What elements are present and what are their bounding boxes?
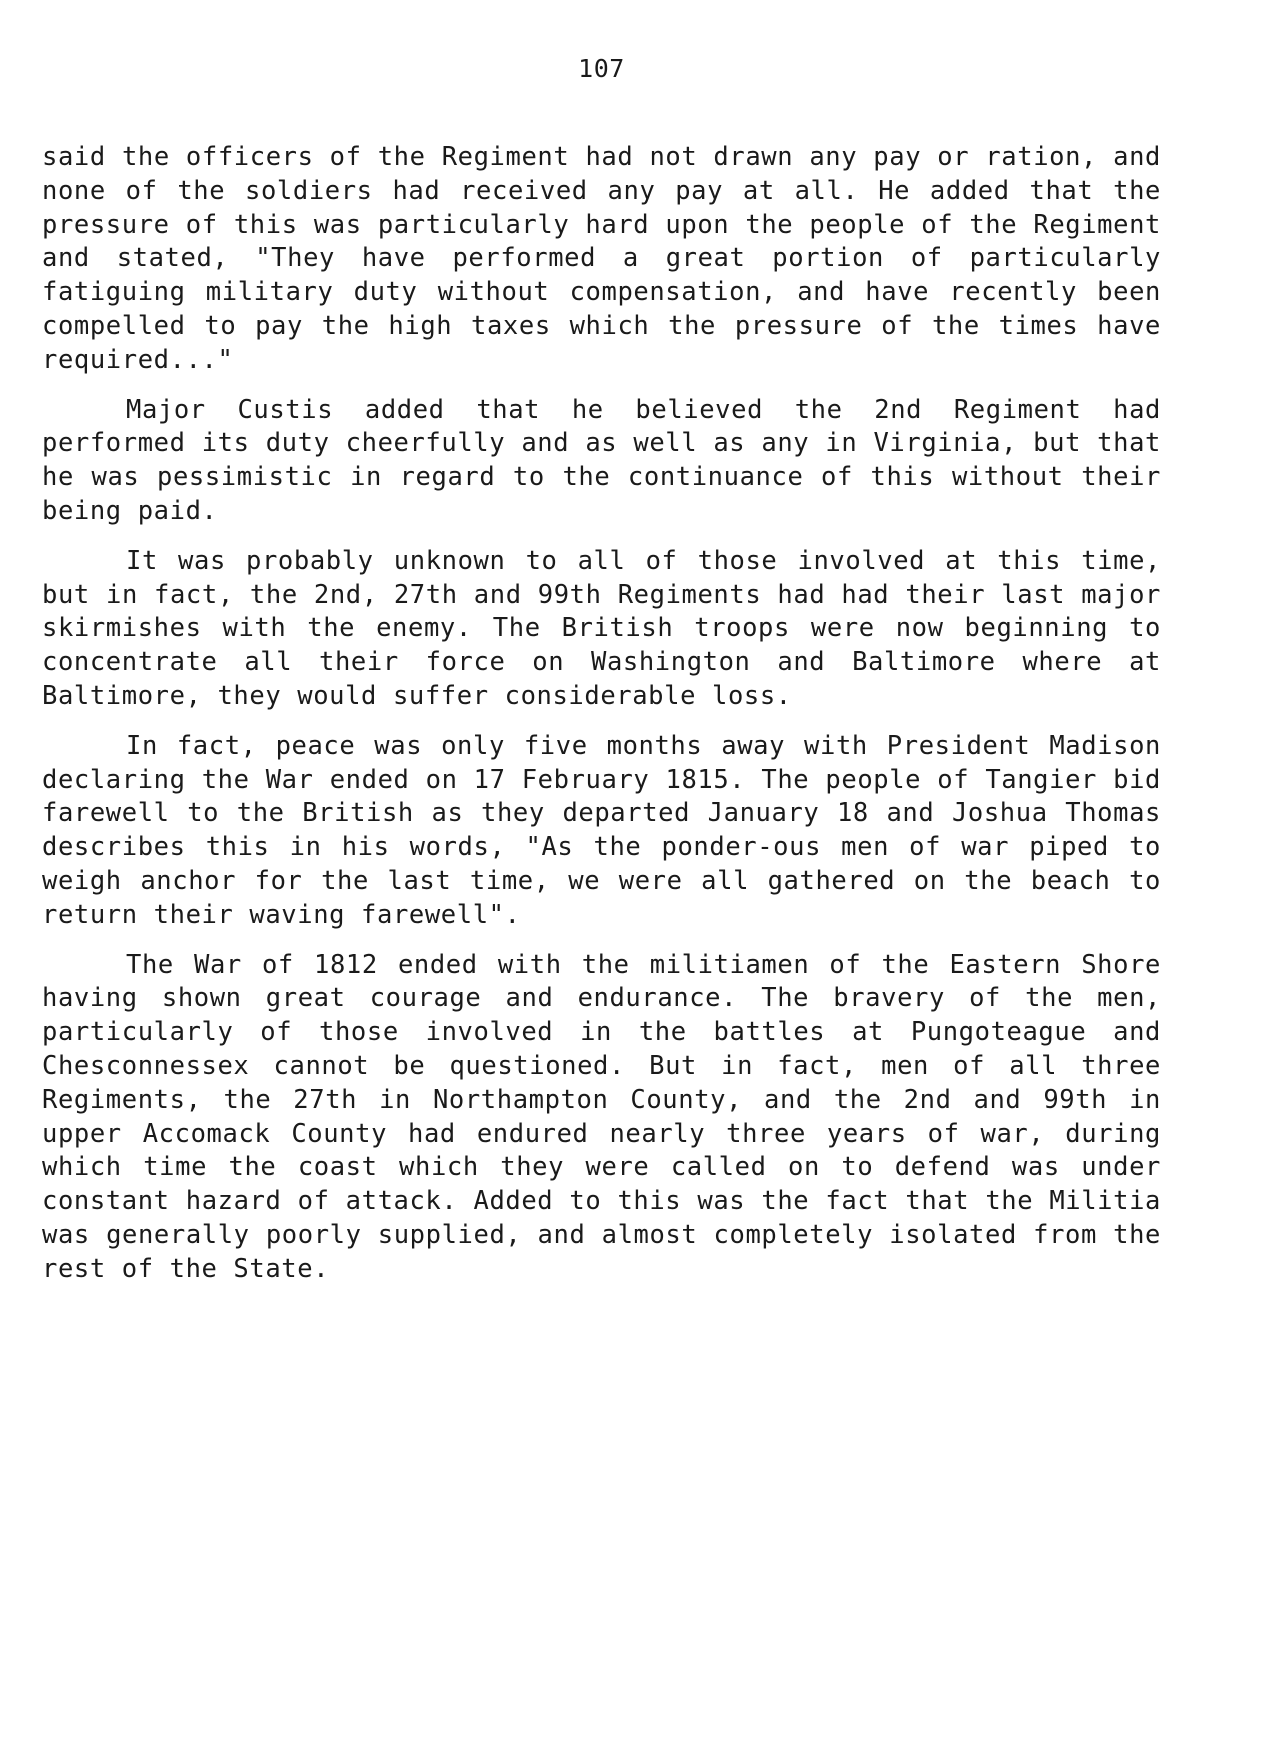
paragraph-peace: In fact, peace was only five months away with President Madison declaring the War ended on 17 February 1815. The people of Tangier bid farewell to the British as they departed January 18 and Joshua Thomas describes this in his words, "As the ponder-ous men of war piped to weigh anchor for the last time, we were all gathered on the beach to return their waving farewell". (42, 730, 1161, 930)
paragraph-last-skirmishes: It was probably unknown to all of those involved at this time, but in fact, the 2nd, 27th and 99th Regiments had had their last major skirmishes with the enemy. The British troops were now beginning to concentrate all their force on Washington and Baltimore where at Baltimore, they would suffer considerable loss. (42, 545, 1161, 711)
paragraph-major-custis: Major Custis added that he believed the 2nd Regiment had performed its duty cheerfully and as well as any in Virginia, but that he was pessimistic in regard to the continuance of this without their being paid. (42, 394, 1161, 526)
paragraph-war-ended: The War of 1812 ended with the militiamen of the Eastern Shore having shown great courage and endurance. The bravery of the men, particularly of those involved in the battles at Pungoteague and Chesconnessex cannot be questioned. But in fact, men of all three Regiments, the 27th in Northampton County, and the 2nd and 99th in upper Accomack County had endured nearly three years of war, during which time the coast which they were called on to defend was under constant hazard of attack. Added to this was the fact that the Militia was generally poorly supplied, and almost completely isolated from the rest of the State. (42, 949, 1161, 1284)
page-number: 107 (578, 54, 625, 83)
body-text (42, 141, 1161, 1303)
paragraph-pay-complaint: said the officers of the Regiment had not drawn any pay or ration, and none of the soldiers had received any pay at all. He added that the pressure of this was particularly hard upon the people of the Regiment and stated, "They have performed a great portion of particularly fatiguing military duty without compensation, and have recently been compelled to pay the high taxes which the pressure of the times have required..." (42, 142, 1161, 375)
